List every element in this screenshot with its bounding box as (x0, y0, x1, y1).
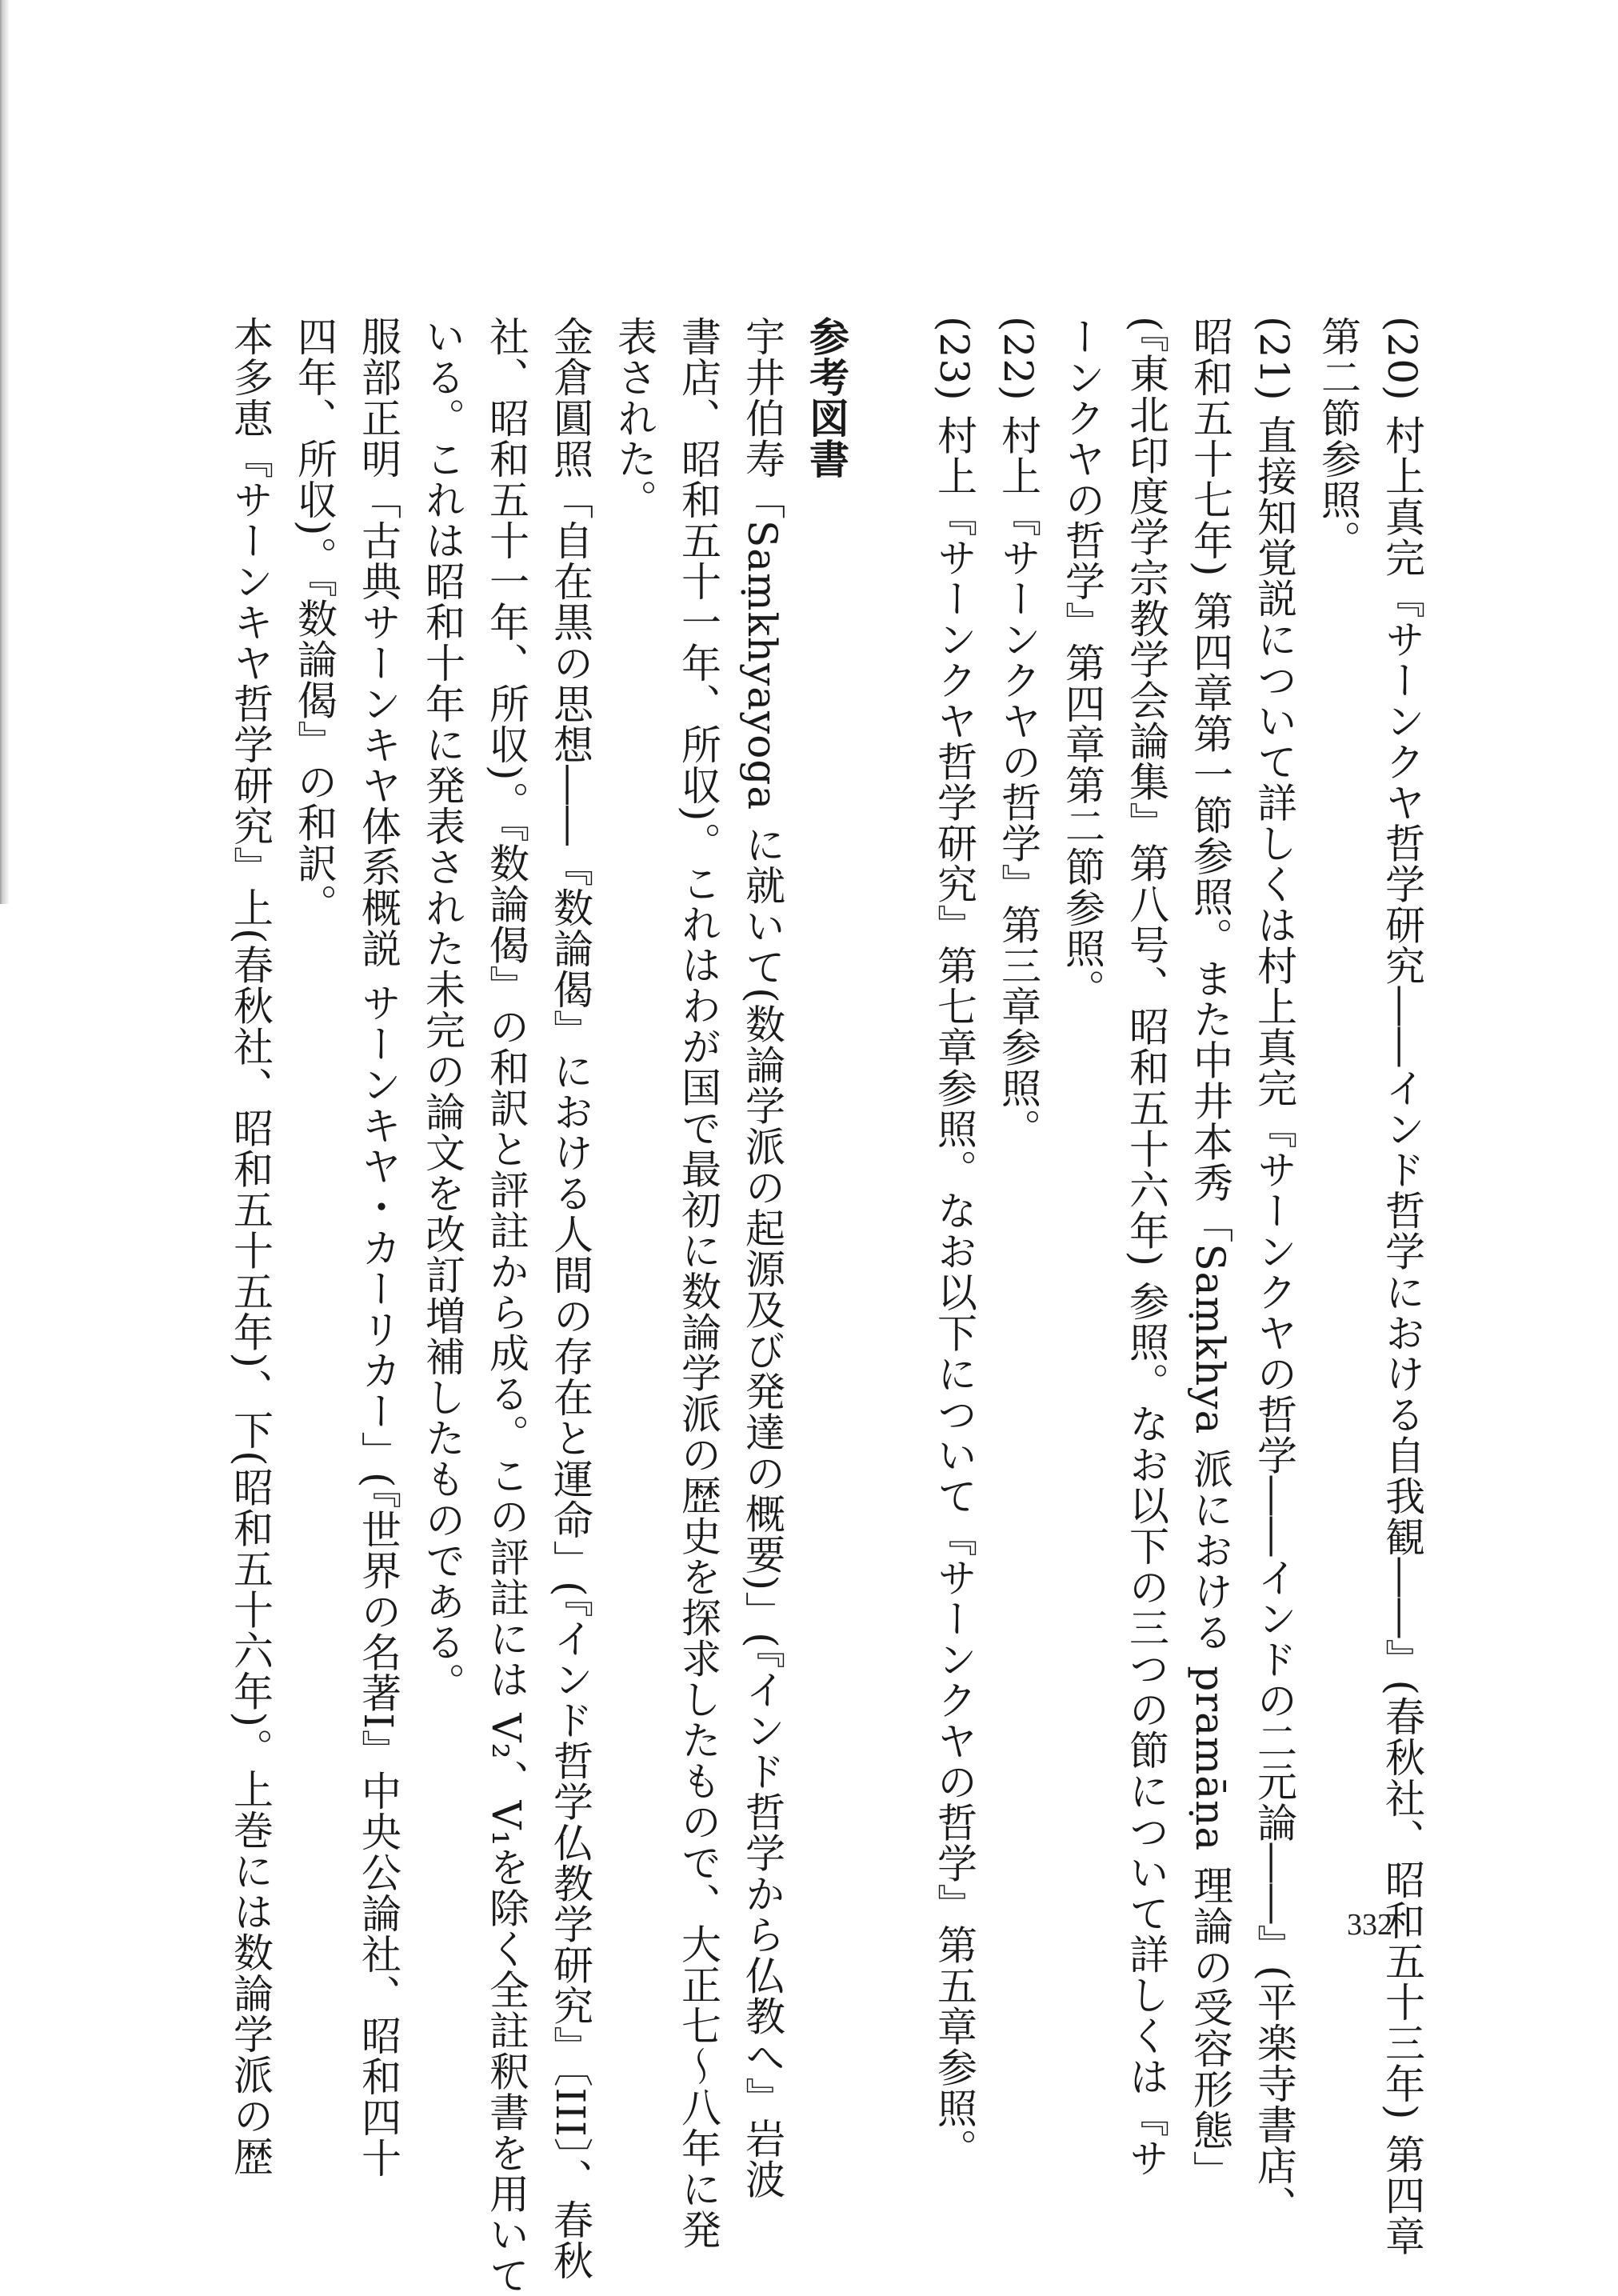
reference-line: 金倉圓照「自在黒の思想――『数論偈』における人間の存在と運命」(『インド哲学仏教学研究』〔III〕、春秋 (547, 316, 593, 2281)
references-heading: 参考図書 (803, 316, 849, 479)
reference-line: いる。これは昭和十年に発表された未完の論文を改訂増補したものである。 (419, 316, 465, 1703)
note-21 (1050, 316, 1306, 2227)
reference-line: 社、昭和五十一年、所収)。『数論偈』の和訳と評註から成る。この評註には V₂、V₁を除く全註釈書を用いて (483, 316, 529, 2296)
note-line: ーンクヤの哲学』第四章第二節参照。 (1059, 316, 1105, 1010)
reference-entry-hattori (282, 316, 410, 2179)
reference-entry-kanakura (410, 316, 602, 2296)
reference-line: 表された。 (611, 316, 657, 520)
binding-edge (0, 0, 10, 904)
reference-entry-ui (602, 316, 794, 2250)
reference-line: 書店、昭和五十一年、所収)。これはわが国で最初に数論学派の歴史を探求したもので、大正七〜八年に発 (675, 316, 721, 2250)
note-line: (22) 村上『サーンクヤの哲学』第三章参照。 (995, 316, 1041, 1150)
page-number: 332 (1347, 1908, 1392, 1942)
note-22 (986, 316, 1050, 2172)
note-line: 昭和五十七年) 第四章第一節参照。また中井本秀「Saṃkhya 派における pramāṇa 理論の受容形態」 (1187, 316, 1233, 2192)
vertical-text-block (218, 316, 1434, 2296)
note-line: (21) 直接知覚説について詳しくは村上真完『サーンクヤの哲学――インドの二元論――』(平楽寺書店、 (1251, 316, 1297, 2227)
references-section (218, 316, 858, 2296)
note-20 (1306, 316, 1434, 2257)
section-gap (858, 316, 922, 324)
reference-entry-honda (218, 316, 282, 2178)
reference-line: 四年、所収)。『数論偈』の和訳。 (291, 316, 338, 925)
note-line: (『東北印度学宗教学会論集』第八号、昭和五十六年) 参照。なお以下の三つの節について詳しくは『サ (1123, 316, 1169, 2178)
note-line: 第二節参照。 (1315, 316, 1361, 561)
note-23 (922, 316, 986, 2172)
note-line: (20) 村上真完『サーンクヤ哲学研究――インド哲学における自我観――』(春秋社、昭和五十三年) 第四章 (1379, 316, 1425, 2257)
reference-line: 宇井伯寿「Saṃkhyayoga に就いて(数論学派の起源及び発達の概要)」(『インド哲学から仏教へ』岩波 (739, 316, 785, 2200)
reference-line: 服部正明「古典サーンキヤ体系概説 サーンキヤ・カーリカー」(『世界の名著I』中央公論社、昭和四十 (355, 316, 402, 2179)
reference-line: 本多恵『サーンキヤ哲学研究』上(春秋社、昭和五十五年)、下(昭和五十六年)。上巻には数論学派の歴 (227, 316, 274, 2178)
note-line: (23) 村上『サーンクヤ哲学研究』第七章参照。なお以下について『サーンクヤの哲学』第五章参照。 (931, 316, 977, 2170)
